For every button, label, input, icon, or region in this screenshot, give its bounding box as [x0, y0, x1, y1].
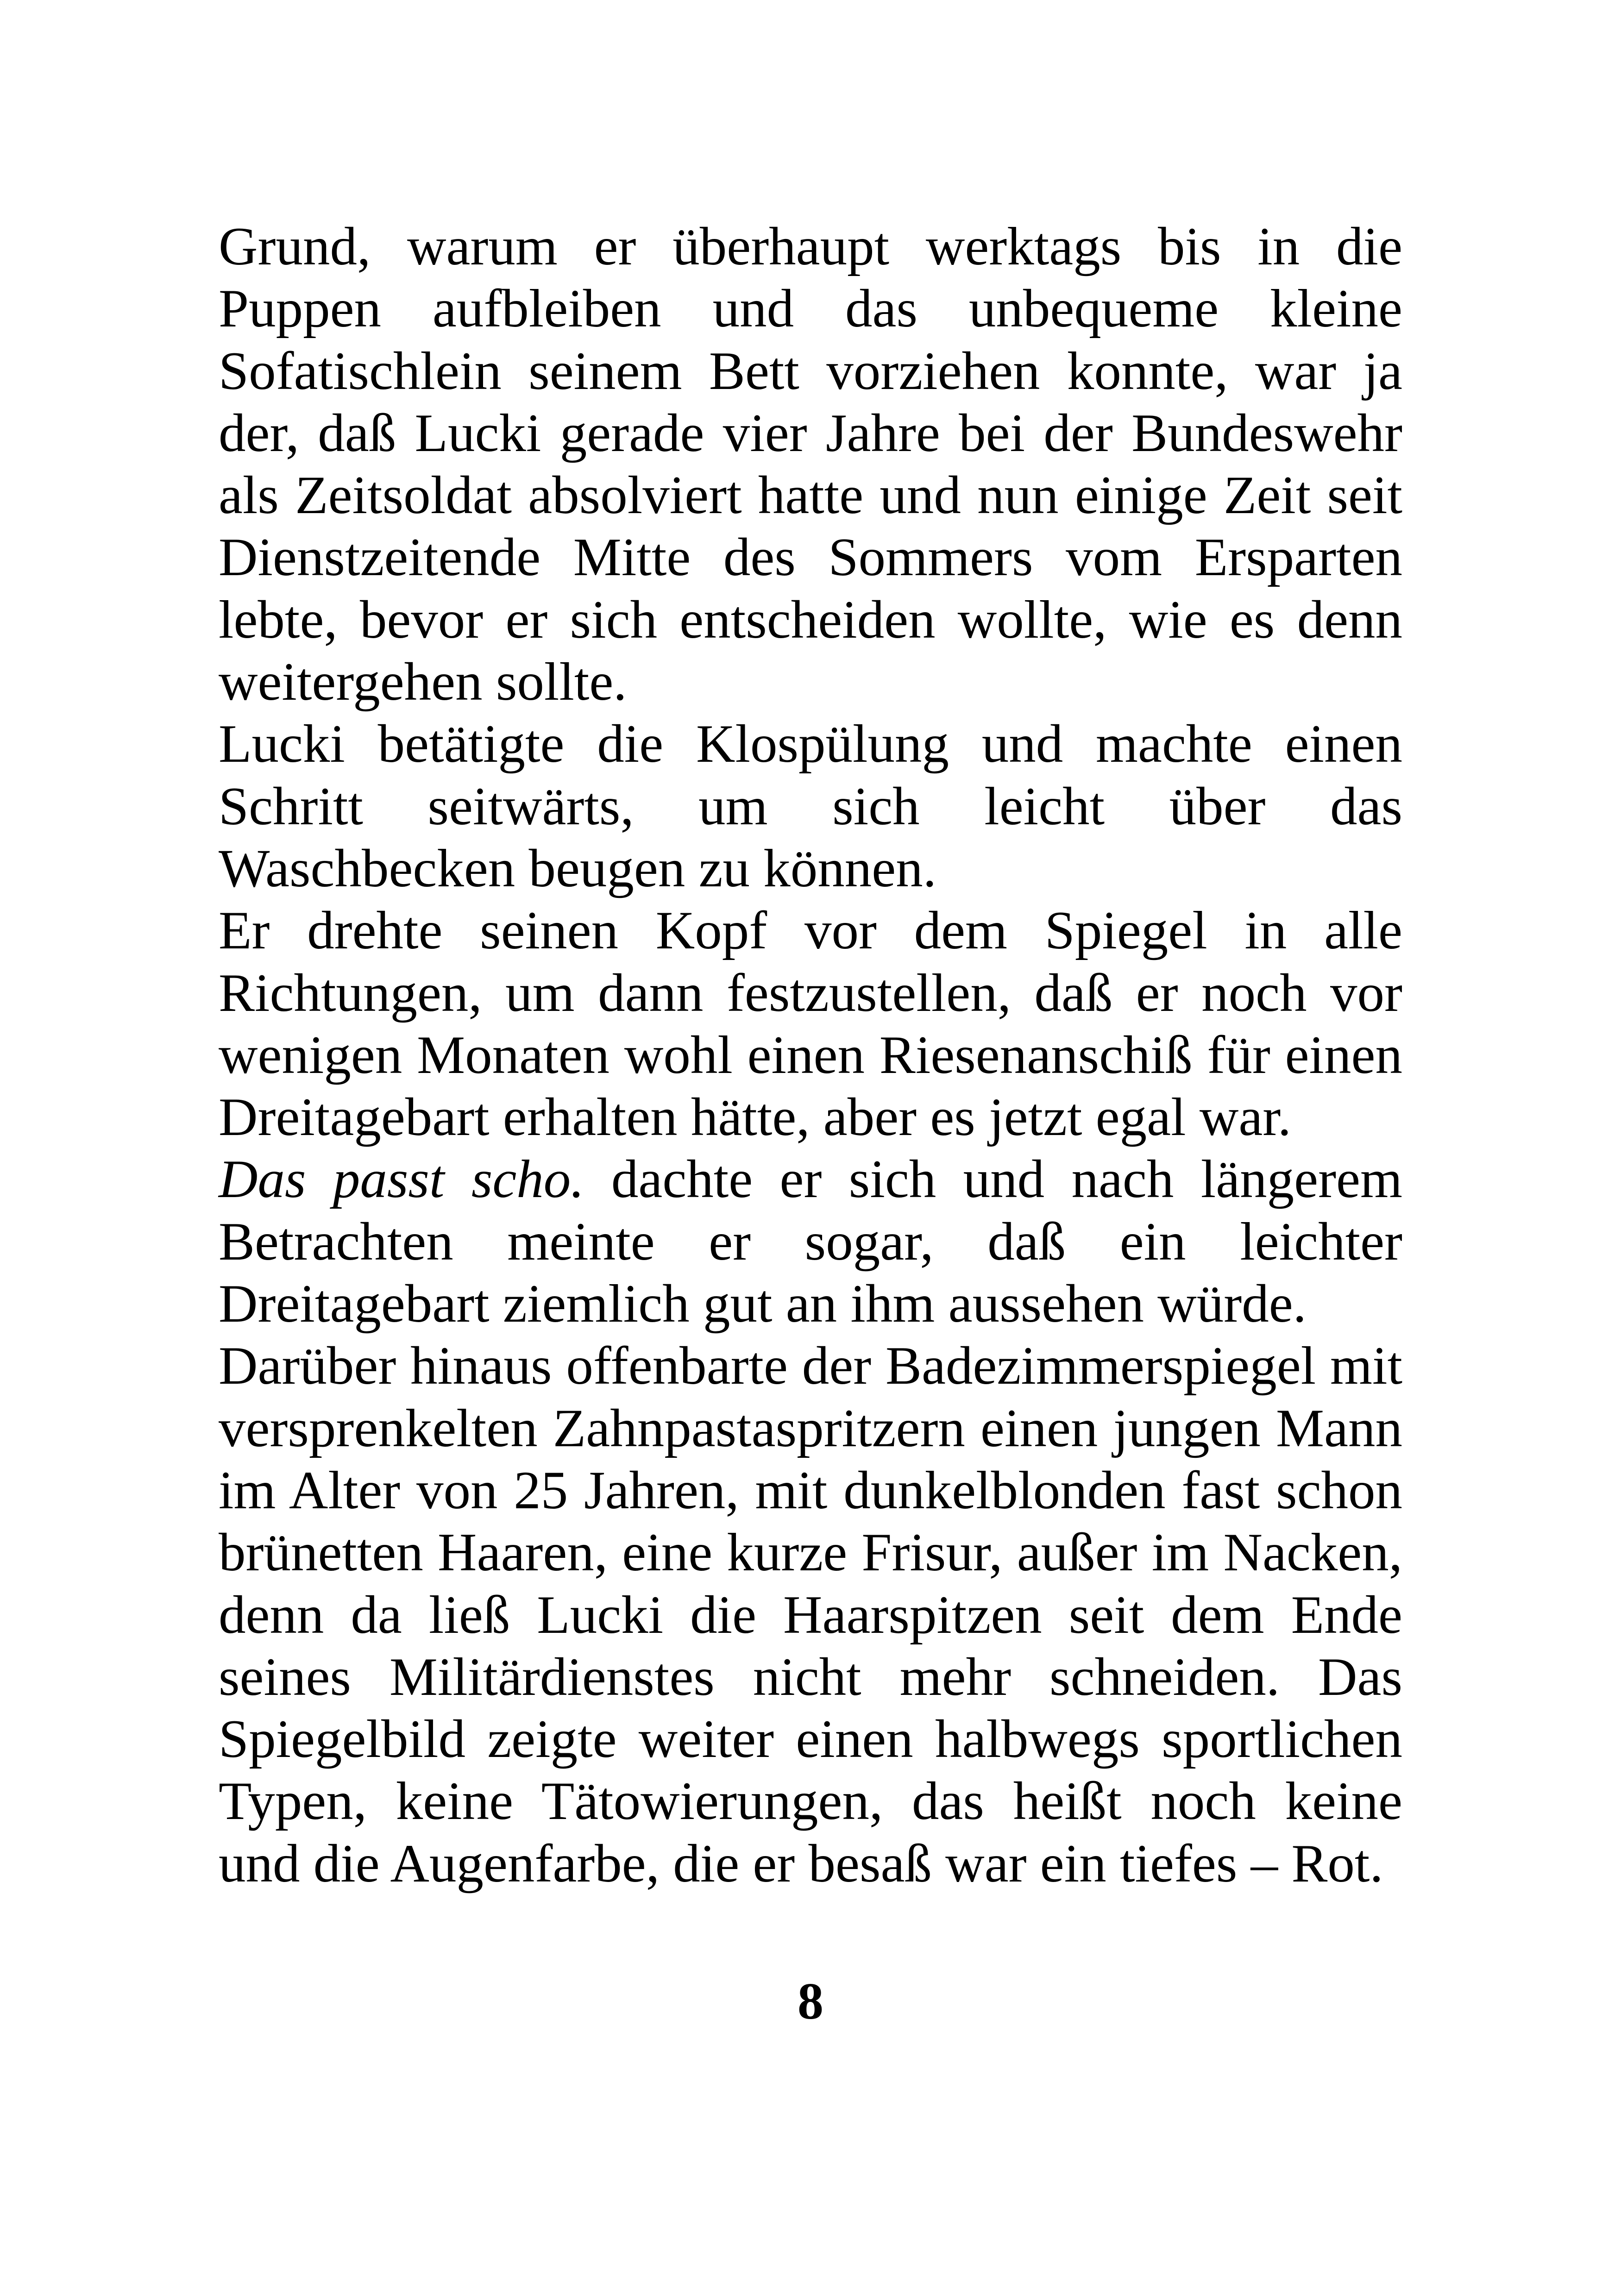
- paragraph-4: [219, 1148, 1402, 1335]
- page-number: 8: [798, 1973, 823, 2030]
- paragraph-3: Er drehte seinen Kopf vor dem Spiegel in alle Richtungen, um dann festzustellen, daß er noch vor wenigen Monaten wohl einen Riesenanschiß für einen Dreitagebart erhalten hätte, aber es jetzt egal war.: [219, 901, 1402, 1148]
- paragraph-4-text: dachte er sich und nach längerem Betrachten meinte er sogar, daß ein leichter Dreitagebart ziemlich gut an ihm aussehen würde.: [219, 1149, 1402, 1334]
- body-text: [219, 216, 1402, 1895]
- paragraph-5: Darüber hinaus offenbarte der Badezimmerspiegel mit versprenkelten Zahnpastaspritzern einen jungen Mann im Alter von 25 Jahren, mit dunkelblonden fast schon brünetten Haaren, eine kurze Frisur, außer im Nacken, denn da ließ Lucki die Haarspitzen seit dem Ende seines Militärdienstes nicht mehr schneiden. Das Spiegelbild zeigte weiter einen halbwegs sportlichen Typen, keine Tätowierungen, das heißt noch keine und die Augenfarbe, die er besaß war ein tiefes – Rot.: [219, 1336, 1402, 1894]
- paragraph-1: Grund, warum er überhaupt werktags bis in die Puppen aufbleiben und das unbequeme kleine Sofatischlein seinem Bett vorziehen konnte, war ja der, daß Lucki gerade vier Jahre bei der Bundeswehr als Zeitsoldat absolviert hatte und nun einige Zeit seit Dienstzeitende Mitte des Sommers vom Ersparten lebte, bevor er sich entscheiden wollte, wie es denn weitergehen sollte.: [219, 217, 1402, 712]
- italic-thought: Das passt scho.: [219, 1149, 584, 1210]
- paragraph-2: Lucki betätigte die Klospülung und machte einen Schritt seitwärts, um sich leicht über das Waschbecken beugen zu können.: [219, 714, 1402, 898]
